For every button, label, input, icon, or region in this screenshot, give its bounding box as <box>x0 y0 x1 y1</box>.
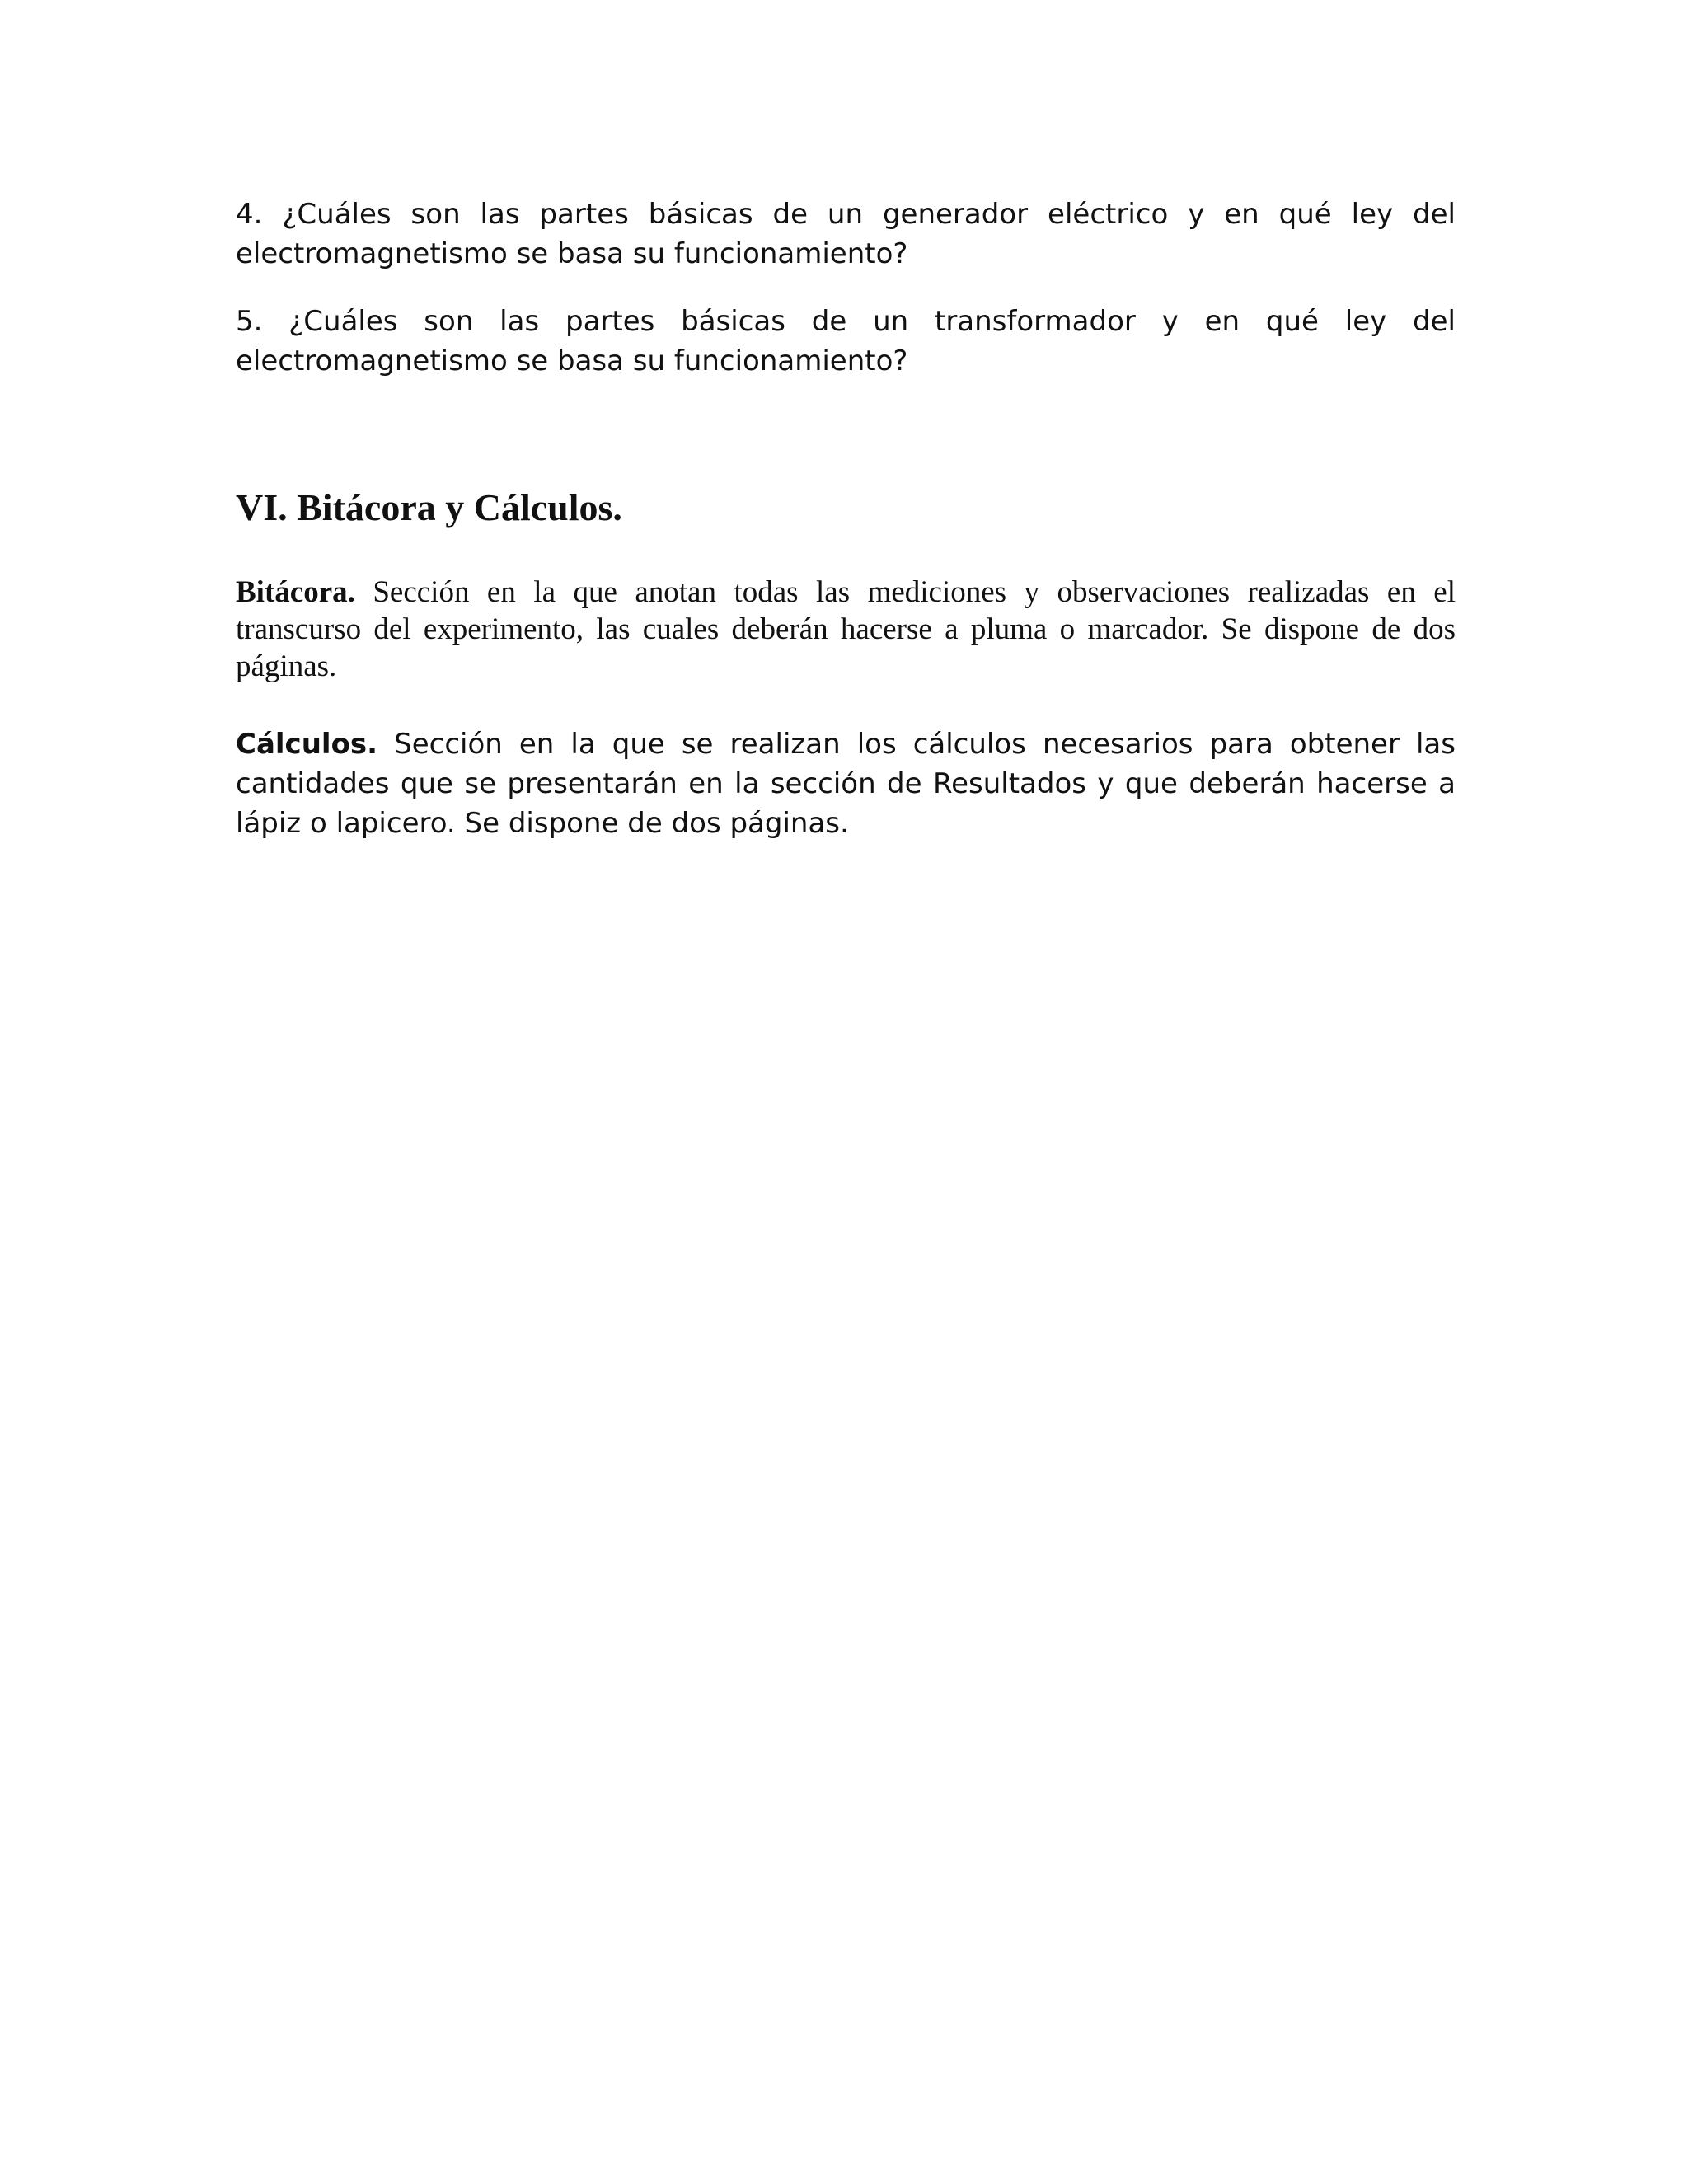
bitacora-paragraph <box>236 574 1456 685</box>
calculos-paragraph <box>236 724 1456 843</box>
calculos-text: Sección en la que se realizan los cálculos necesarios para obtener las cantidades que se presentarán en la sección de Resultados y que deberán hacerse a lápiz o lapicero. Se dispone de dos páginas. <box>236 728 1456 840</box>
calculos-label: Cálculos. <box>236 728 378 761</box>
section-title: VI. Bitácora y Cálculos. <box>236 486 622 528</box>
question-4: 4. ¿Cuáles son las partes básicas de un generador eléctrico y en qué ley del electromagnetismo se basa su funcionamiento? <box>236 198 1456 270</box>
bitacora-label: Bitácora. <box>236 575 355 609</box>
bitacora-text: Sección en la que anotan todas las mediciones y observaciones realizadas en el transcurso del experimento, las cuales deberán hacerse a pluma o marcador. Se dispone de dos páginas. <box>236 575 1456 683</box>
page-content <box>236 194 1456 843</box>
question-5: 5. ¿Cuáles son las partes básicas de un transformador y en qué ley del electromagnetismo se basa su funcionamiento? <box>236 305 1456 377</box>
